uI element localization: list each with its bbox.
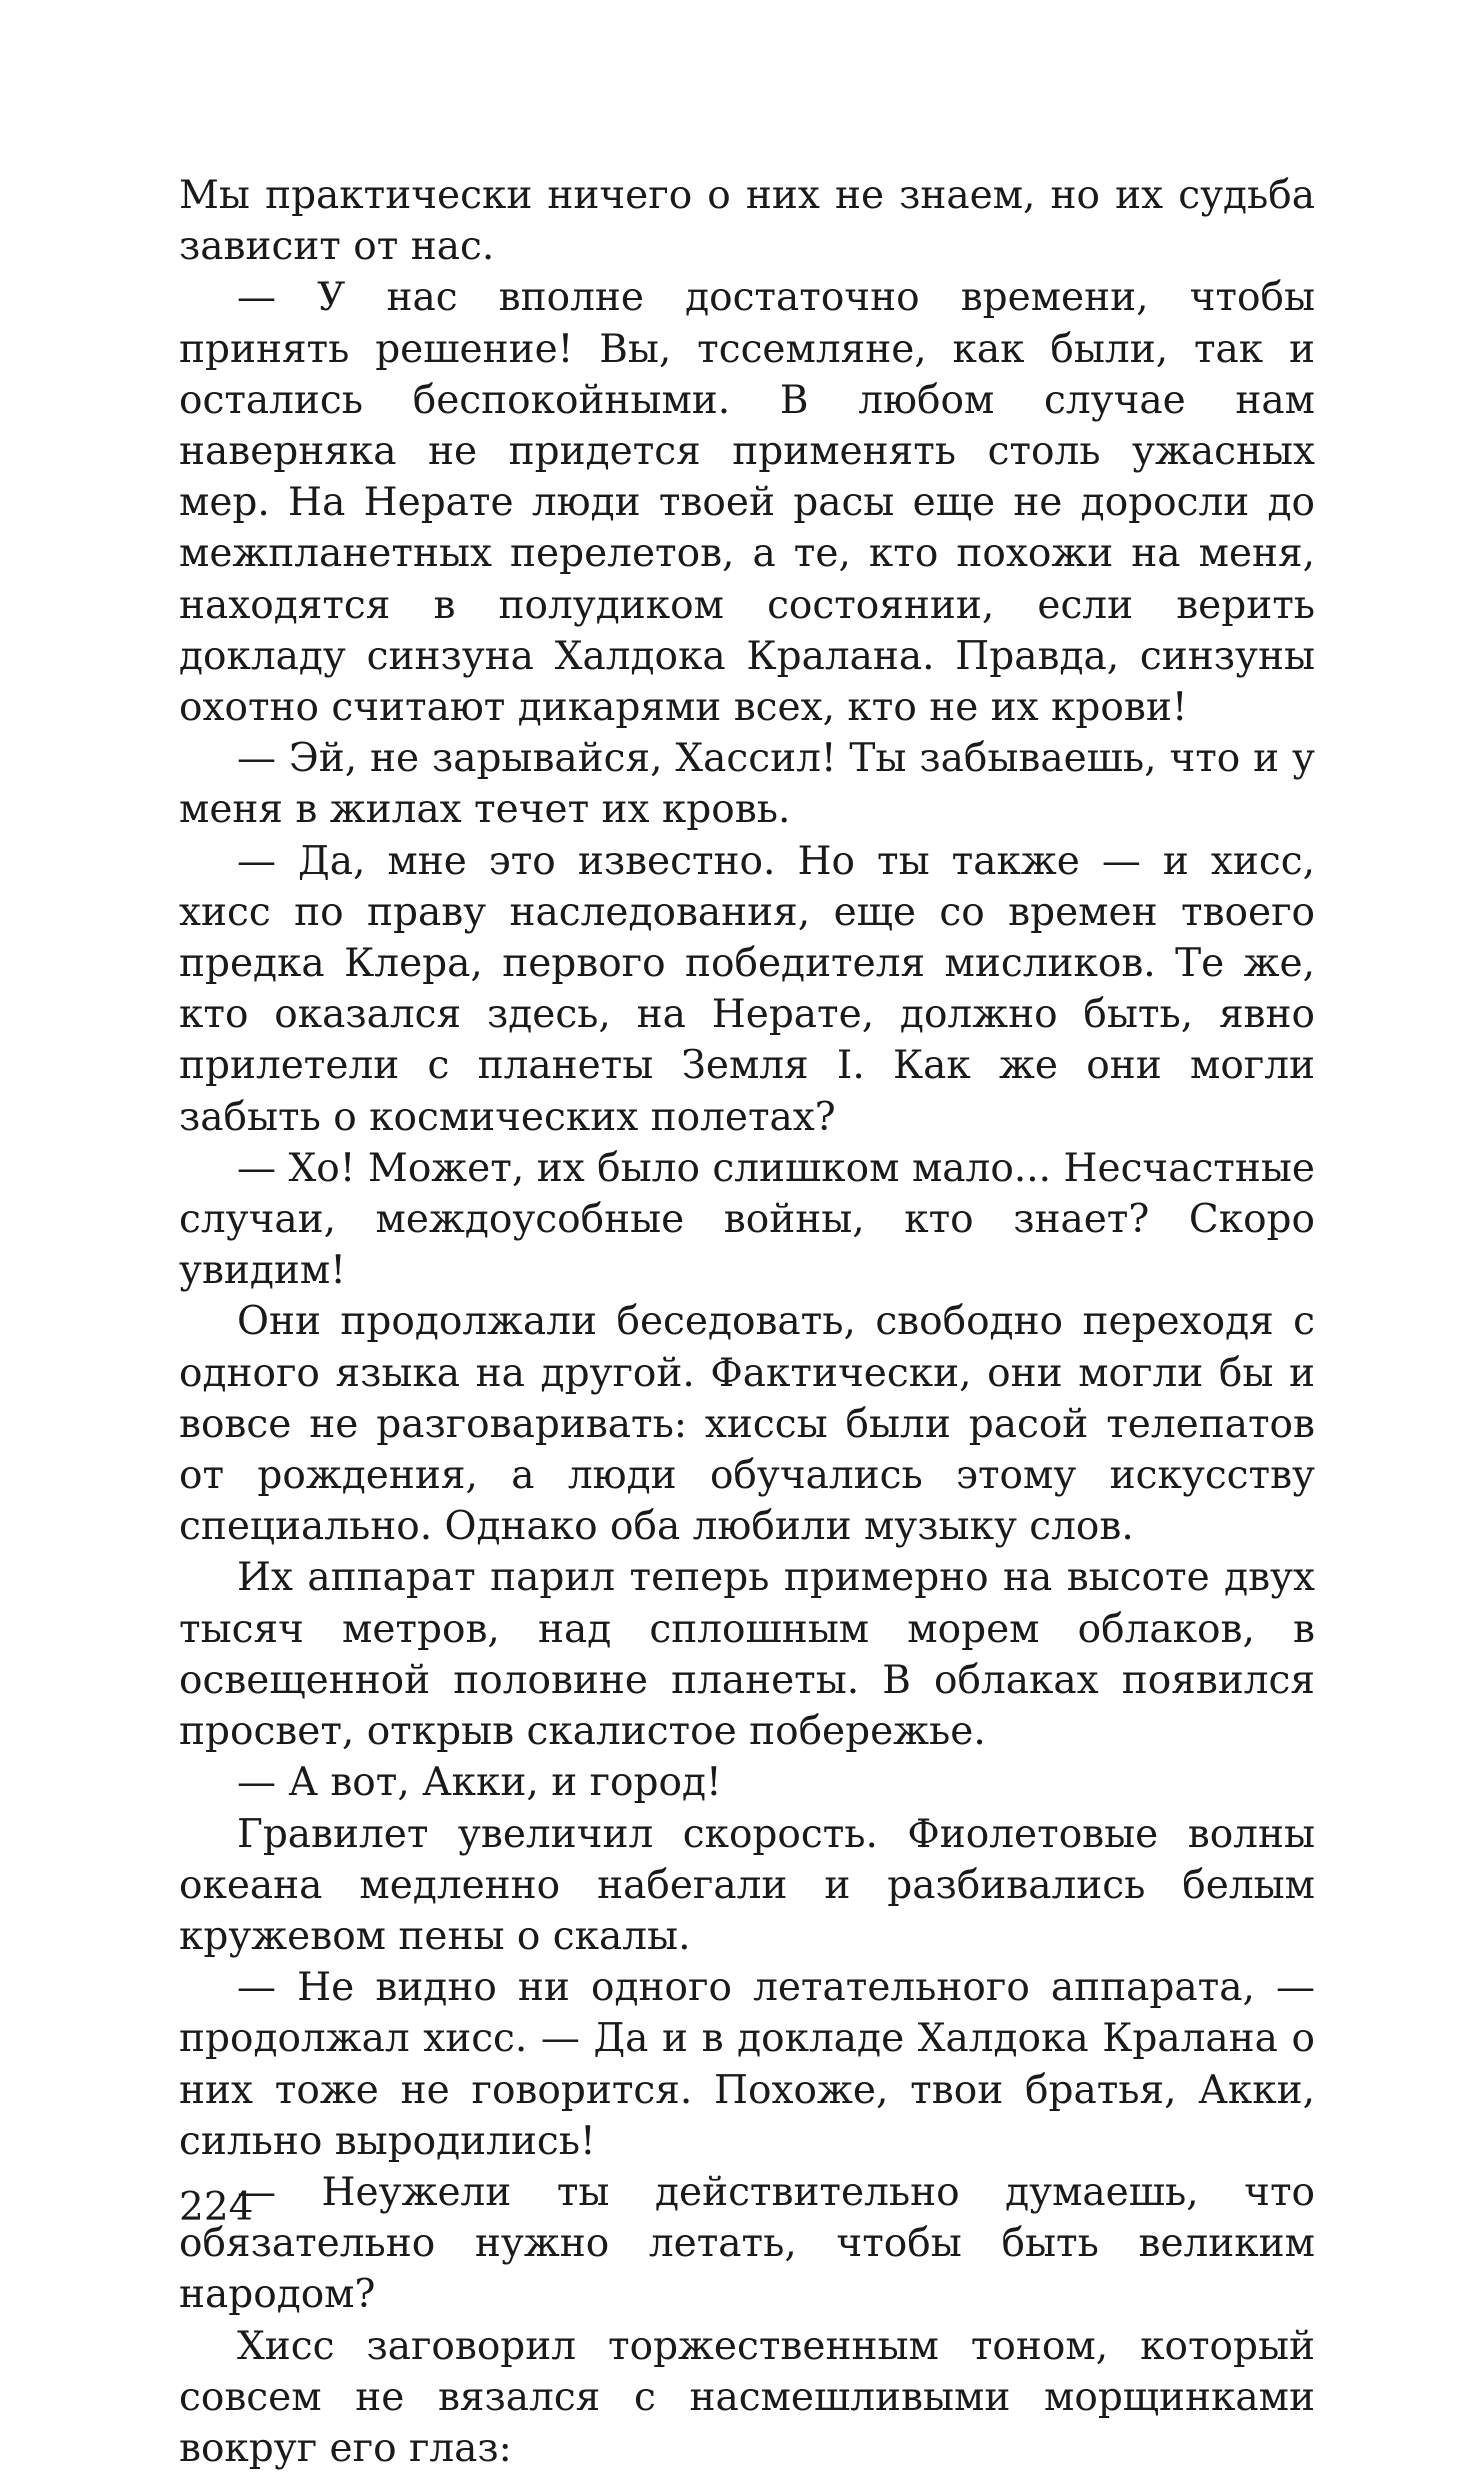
paragraph: — Хо! Может, их было слишком мало... Несчастные случаи, междоусобные войны, кто знает? Скоро увидим! <box>179 1145 1315 1294</box>
paragraph: — У нас вполне достаточно времени, чтобы принять решение! Вы, тссемляне, как были, так и остались беспокойными. В любом случае нам наверняка не придется применять столь ужасных мер. На Нерате люди твоей расы еще не доросли до межпланетных перелетов, а те, кто похожи на меня, находятся в полудиком состоянии, если верить докладу синзуна Халдока Кралана. Правда, синзуны охотно считают дикарями всех, кто не их крови! <box>179 275 1315 731</box>
paragraph: Их аппарат парил теперь примерно на высоте двух тысяч метров, над сплошным морем облаков, в освещенной половине планеты. В облаках появился просвет, открыв скалистое побережье. <box>179 1555 1315 1755</box>
paragraph: — Неужели ты действительно думаешь, что обязательно нужно летать, чтобы быть великим народом? <box>179 2169 1315 2318</box>
paragraph: Гравилет увеличил скорость. Фиолетовые волны океана медленно набегали и разбивались белым кружевом пены о скалы. <box>179 1811 1315 1959</box>
paragraph: — Да, мне это известно. Но ты также — и хисс, хисс по праву наследования, еще со времен твоего предка Клера, первого победителя мисликов. Те же, кто оказался здесь, на Нерате, должно быть, явно прилетели с планеты Земля I. Как же они могли забыть о космических полетах? <box>179 838 1315 1140</box>
paragraph: — Эй, не зарывайся, Хассил! Ты забываешь, что и у меня в жилах течет их кровь. <box>179 736 1315 833</box>
paragraph: Хисс заговорил торжественным тоном, который совсем не вязался с насмешливыми морщинками вокруг его глаз: <box>179 2323 1315 2471</box>
page-body-text <box>179 170 1315 2474</box>
paragraph: Мы практически ничего о них не знаем, но их судьба зависит от нас. <box>179 173 1315 270</box>
paragraph: — А вот, Акки, и город! <box>237 1760 722 1806</box>
paragraph: Они продолжали беседовать, свободно переходя с одного языка на другой. Фактически, они могли бы и вовсе не разговаривать: хиссы были расой телепатов от рождения, а люди обучались этому искусству специально. Однако оба любили музыку слов. <box>179 1299 1315 1550</box>
page-number: 224 <box>179 2185 254 2230</box>
paragraph: — Не видно ни одного летательного аппарата, — продолжал хисс. — Да и в докладе Халдока Кралана о них тоже не говорится. Похоже, твои братья, Акки, сильно выродились! <box>179 1965 1315 2164</box>
